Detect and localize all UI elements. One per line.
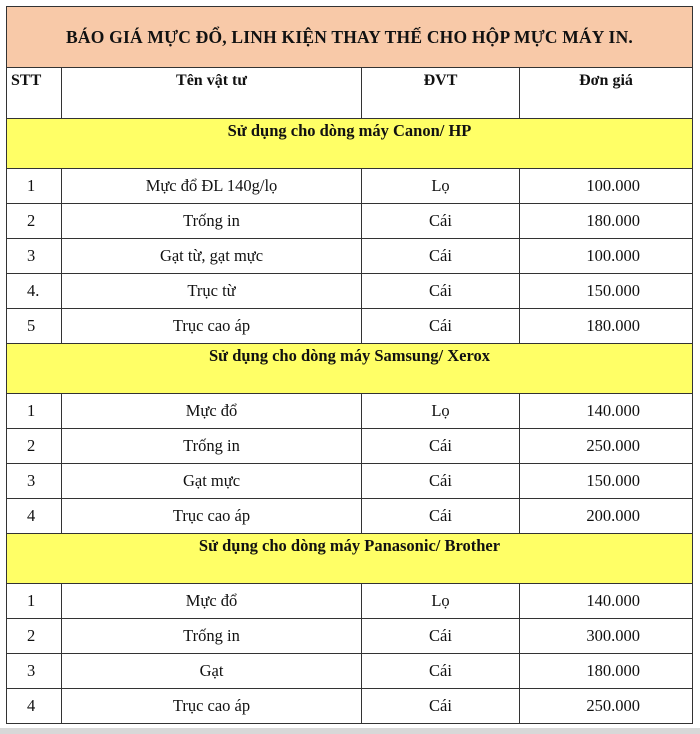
price-table [6, 6, 693, 724]
cell-price: 250.000 [520, 689, 693, 724]
table-row [7, 309, 693, 344]
cell-stt: 1 [7, 584, 62, 619]
cell-name: Trống in [62, 204, 362, 239]
cell-stt: 1 [7, 169, 62, 204]
cell-stt: 4 [7, 499, 62, 534]
cell-name: Trục cao áp [62, 499, 362, 534]
cell-stt: 4. [7, 274, 62, 309]
header-price: Đơn giá [520, 68, 693, 119]
cell-stt: 3 [7, 464, 62, 499]
cell-stt: 2 [7, 619, 62, 654]
cell-stt: 2 [7, 204, 62, 239]
cell-unit: Cái [362, 309, 520, 344]
cell-name: Gạt mực [62, 464, 362, 499]
table-row [7, 619, 693, 654]
cell-price: 180.000 [520, 309, 693, 344]
header-stt: STT [7, 68, 62, 119]
table-row [7, 499, 693, 534]
cell-unit: Cái [362, 689, 520, 724]
table-row [7, 394, 693, 429]
cell-price: 100.000 [520, 239, 693, 274]
cell-unit: Cái [362, 274, 520, 309]
cell-name: Trục cao áp [62, 309, 362, 344]
cell-stt: 5 [7, 309, 62, 344]
header-row [7, 68, 693, 119]
group-row [7, 344, 693, 394]
group-row [7, 119, 693, 169]
table-title: BÁO GIÁ MỰC ĐỔ, LINH KIỆN THAY THẾ CHO HỘP MỰC MÁY IN. [7, 7, 693, 68]
cell-name: Trục từ [62, 274, 362, 309]
table-row [7, 204, 693, 239]
cell-unit: Cái [362, 429, 520, 464]
cell-unit: Cái [362, 239, 520, 274]
group-heading: Sử dụng cho dòng máy Samsung/ Xerox [7, 344, 693, 394]
table-row [7, 464, 693, 499]
table-row [7, 169, 693, 204]
cell-price: 200.000 [520, 499, 693, 534]
cell-name: Trống in [62, 429, 362, 464]
cell-stt: 3 [7, 239, 62, 274]
group-heading: Sử dụng cho dòng máy Panasonic/ Brother [7, 534, 693, 584]
table-row [7, 584, 693, 619]
table-row [7, 689, 693, 724]
cell-unit: Lọ [362, 394, 520, 429]
cell-name: Trục cao áp [62, 689, 362, 724]
cell-unit: Lọ [362, 169, 520, 204]
cell-stt: 3 [7, 654, 62, 689]
cell-price: 100.000 [520, 169, 693, 204]
cell-price: 300.000 [520, 619, 693, 654]
header-name: Tên vật tư [62, 68, 362, 119]
cell-price: 250.000 [520, 429, 693, 464]
cell-unit: Lọ [362, 584, 520, 619]
table-row [7, 429, 693, 464]
cell-name: Gạt [62, 654, 362, 689]
table-row [7, 274, 693, 309]
cell-unit: Cái [362, 464, 520, 499]
cell-unit: Cái [362, 654, 520, 689]
header-unit: ĐVT [362, 68, 520, 119]
cell-name: Mực đổ [62, 394, 362, 429]
table-row [7, 239, 693, 274]
title-row [7, 7, 693, 68]
bottom-divider [0, 728, 700, 734]
cell-name: Mực đổ ĐL 140g/lọ [62, 169, 362, 204]
cell-price: 180.000 [520, 654, 693, 689]
cell-price: 150.000 [520, 274, 693, 309]
cell-price: 140.000 [520, 394, 693, 429]
table-row [7, 654, 693, 689]
group-heading: Sử dụng cho dòng máy Canon/ HP [7, 119, 693, 169]
cell-stt: 4 [7, 689, 62, 724]
cell-price: 150.000 [520, 464, 693, 499]
cell-stt: 1 [7, 394, 62, 429]
group-row [7, 534, 693, 584]
cell-price: 140.000 [520, 584, 693, 619]
cell-stt: 2 [7, 429, 62, 464]
cell-price: 180.000 [520, 204, 693, 239]
cell-unit: Cái [362, 499, 520, 534]
cell-unit: Cái [362, 619, 520, 654]
cell-name: Mực đổ [62, 584, 362, 619]
cell-name: Gạt từ, gạt mực [62, 239, 362, 274]
cell-name: Trống in [62, 619, 362, 654]
cell-unit: Cái [362, 204, 520, 239]
